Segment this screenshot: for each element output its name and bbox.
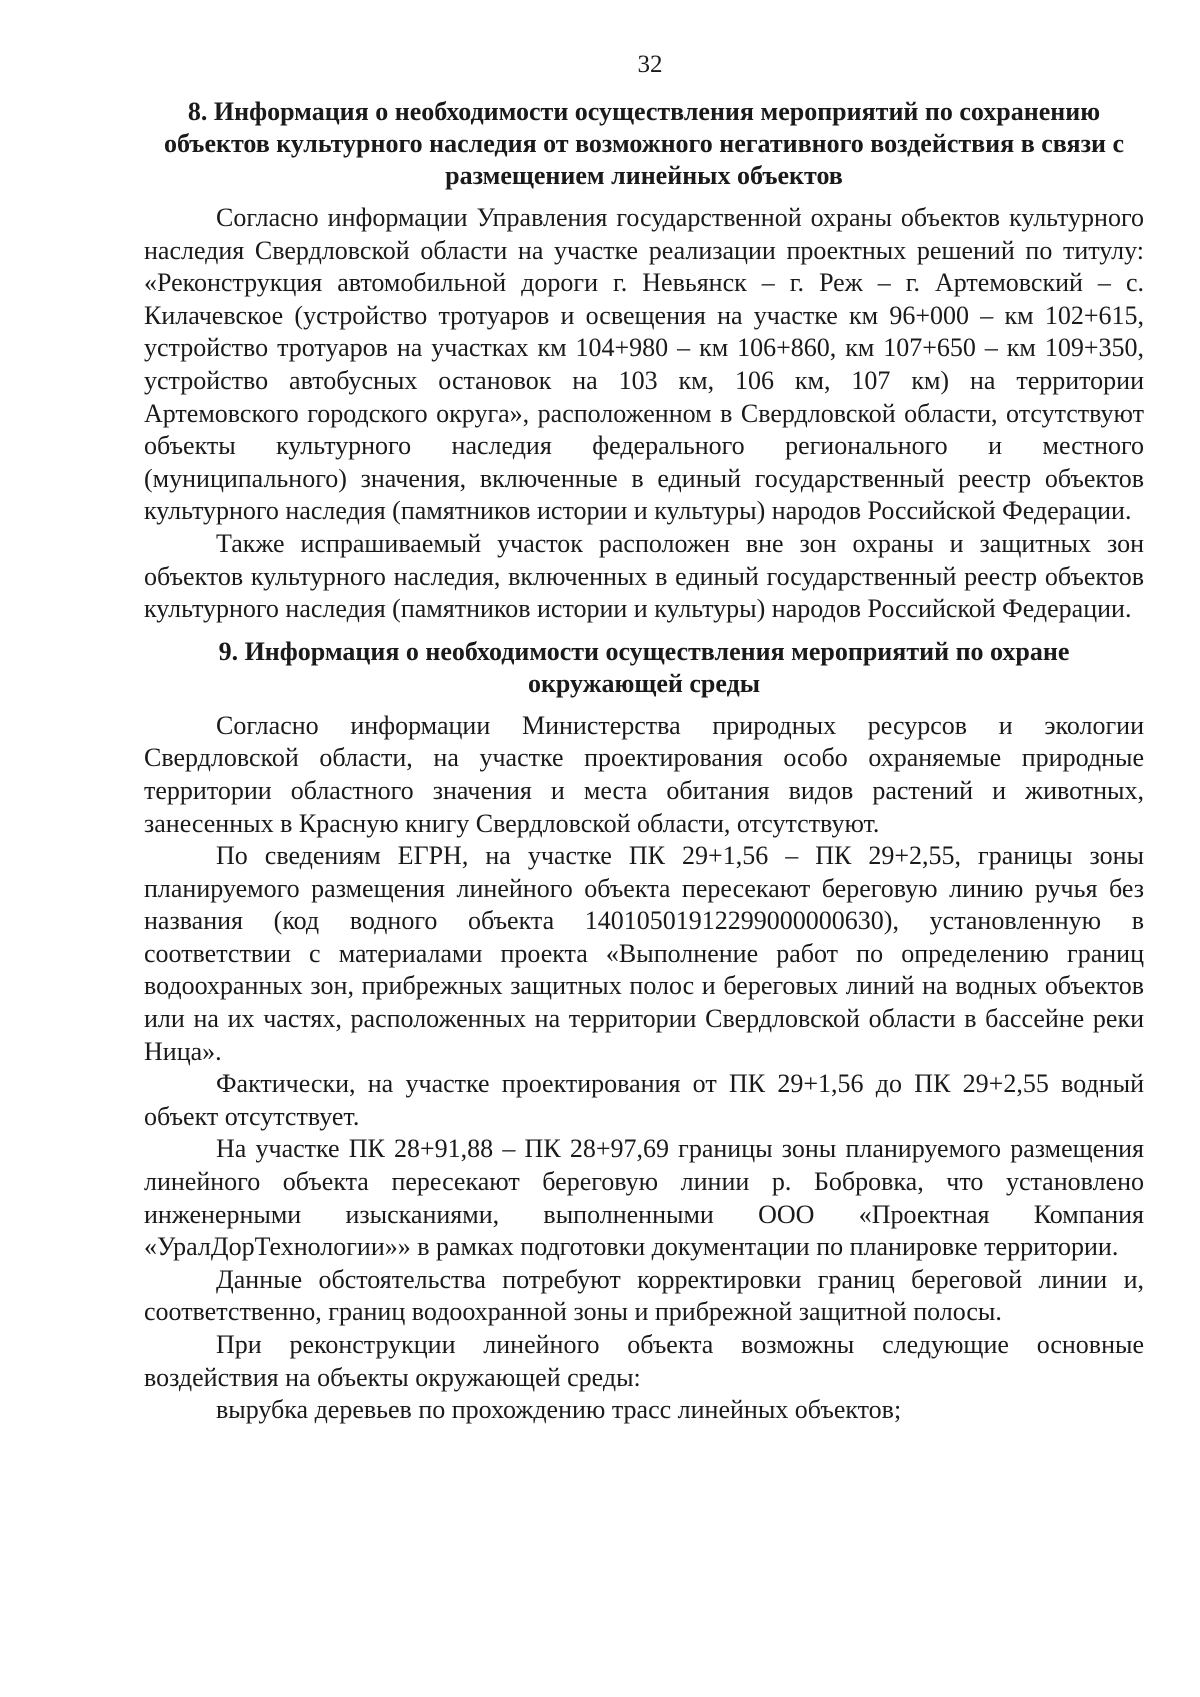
paragraph: По сведениям ЕГРН, на участке ПК 29+1,56 – ПК 29+2,55, границы зоны планируемого размещения линейного объекта пересекают береговую линию ручья без названия (код водного объекта 14010501912299000000630), установленную в соответствии с материалами проекта «Выполнение работ по определению границ водоохранных зон, прибрежных защитных полос и береговых линий на водных объектов или на их частях, расположенных на территории Свердловской области в бассейне реки Ница». (144, 841, 1144, 1066)
paragraph: Согласно информации Управления государственной охраны объектов культурного наследия Свердловской области на участке реализации проектных решений по титулу: «Реконструкция автомобильной дороги г. Невьянск – г. Реж – г. Артемовский – с. Килачевское (устройство тротуаров и освещения на участке км 96+000 – км 102+615, устройство тротуаров на участках км 104+980 – км 106+860, км 107+650 – км 109+350, устройство автобусных остановок на 103 км, 106 км, 107 км) на территории Артемовского городского округа», расположенном в Свердловской области, отсутствуют объекты культурного наследия федерального регионального и местного (муниципального) значения, включенные в единый государственный реестр объектов культурного наследия (памятников истории и культуры) народов Российской Федерации. (144, 203, 1144, 526)
section-9 (144, 636, 1144, 1427)
page-number: 32 (637, 51, 663, 78)
section-heading: 9. Информация о необходимости осуществления мероприятий по охране окружающей среды (218, 636, 1070, 698)
paragraph: На участке ПК 28+91,88 – ПК 28+97,69 границы зоны планируемого размещения линейного объекта пересекают береговую линии р. Бобровка, что установлено инженерными изысканиями, выполненными ООО «Проектная Компания «УралДорТехнологии»» в рамках подготовки документации по планировке территории. (144, 1134, 1144, 1262)
paragraph: Данные обстоятельства потребуют корректировки границ береговой линии и, соответственно, границ водоохранной зоны и прибрежной защитной полосы. (144, 1264, 1144, 1327)
paragraph: При реконструкции линейного объекта возможны следующие основные воздействия на объекты окружающей среды: (144, 1330, 1144, 1392)
paragraph: Также испрашиваемый участок расположен вне зон охраны и защитных зон объектов культурного наследия, включенных в единый государственный реестр объектов культурного наследия (памятников истории и культуры) народов Российской Федерации. (144, 528, 1144, 624)
paragraph: Согласно информации Министерства природных ресурсов и экологии Свердловской области, на участке проектирования особо охраняемые природные территории областного значения и места обитания видов растений и животных, занесенных в Красную книгу Свердловской области, отсутствуют. (144, 710, 1144, 838)
section-8 (144, 96, 1144, 626)
paragraph: Фактически, на участке проектирования от ПК 29+1,56 до ПК 29+2,55 водный объект отсутствует. (144, 1069, 1144, 1131)
paragraph: вырубка деревьев по прохождению трасс линейных объектов; (216, 1395, 902, 1425)
document-page (144, 48, 1144, 1427)
section-spacer (144, 626, 1144, 636)
section-heading: 8. Информация о необходимости осуществления мероприятий по сохранению объектов культурного наследия от возможного негативного воздействия в связи с размещением линейных объектов (163, 97, 1125, 190)
